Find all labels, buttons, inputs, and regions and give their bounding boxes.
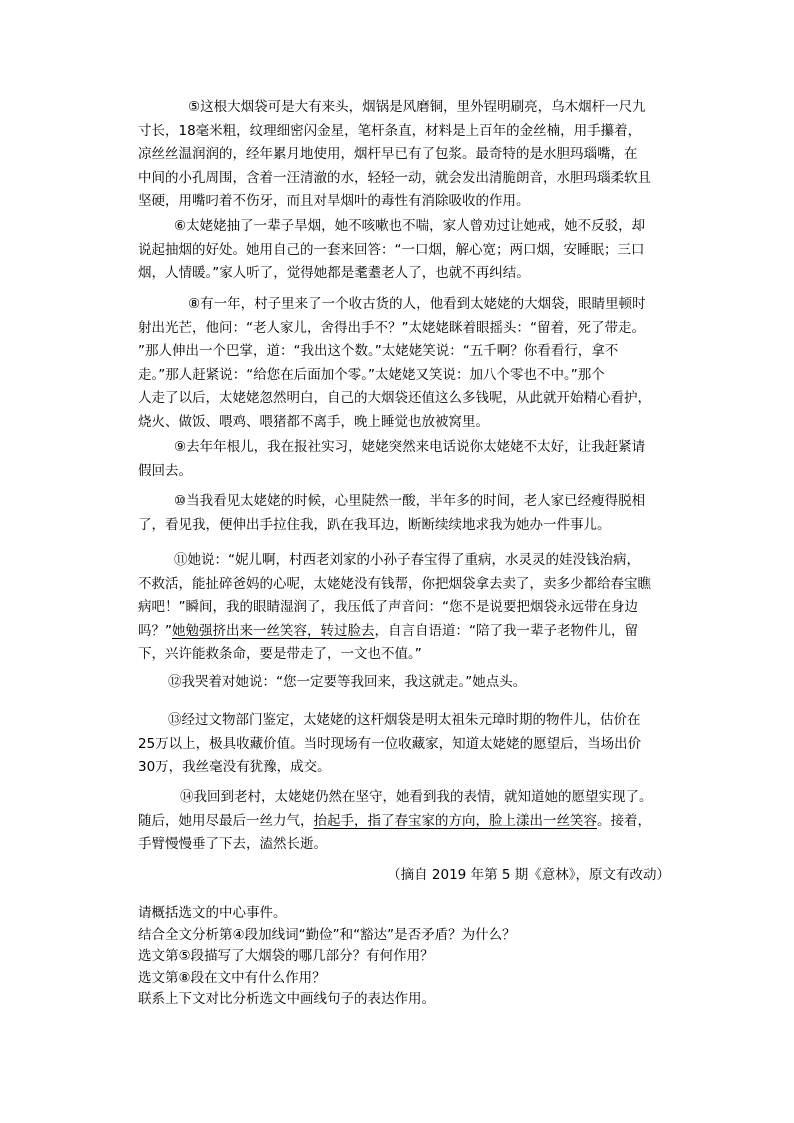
text-line: 人走了以后，太姥姥忽然明白，自己的大烟袋还值这么多钱呢，从此就开始精心看护， bbox=[138, 390, 651, 406]
text-line: 烧火、做饭、喂鸡、喂猪都不离手，晚上睡觉也放被窝里。 bbox=[138, 413, 489, 430]
text-line: ⑧有一年，村子里来了一个收古货的人，他看到太姥姥的大烟袋，眼睛里顿时 bbox=[188, 296, 646, 312]
question-item: 请概括选文的中心事件。 bbox=[138, 905, 287, 921]
paragraph-14 bbox=[138, 786, 666, 857]
text-line bbox=[138, 620, 666, 644]
text-segment: 。接着， bbox=[597, 812, 651, 829]
text-line: 不救活，能扯碎爸妈的心呢，太姥姥没有钱帮，你把烟袋拿去卖了，卖多少都给春宝瞧 bbox=[138, 575, 651, 592]
paragraph-6 bbox=[138, 215, 666, 286]
text-line: 病吧！”瞬间，我的眼睛湿润了，我压低了声音问：“您不是说要把烟袋永远带在身边 bbox=[138, 599, 638, 615]
text-line: ⑥太姥姥抽了一辈子旱烟，她不咳嗽也不喘，家人曾劝过让她戒，她不反驳，却 bbox=[174, 218, 646, 234]
text-line: 坚硬，用嘴叼着不伤牙，而且对旱烟叶的毒性有消除吸收的作用。 bbox=[138, 193, 530, 209]
text-line: 寸长，18毫米粗，纹理细密闪金星，笔杆条直，材料是上百年的金丝楠，用手攥着， bbox=[138, 122, 642, 139]
text-line: 走。”那人赶紧说：“给您在后面加个零。”太姥姥又笑说：加八个零也不中。”那个 bbox=[138, 366, 605, 383]
underlined-sentence: 她勉强挤出来一丝笑容，转过脸去 bbox=[172, 622, 375, 639]
question-item: 结合全文分析第④段加线词“勤俭”和“豁达”是否矛盾？为什么？ bbox=[138, 926, 516, 943]
paragraph-10 bbox=[138, 490, 666, 537]
text-line: ⑨去年年根儿，我在报社实习，姥姥突然来电话说你太姥姥不太好，让我赶紧请 bbox=[174, 439, 646, 455]
text-segment: 吗？” bbox=[138, 622, 172, 639]
text-line: 下，兴许能救条命，要是带走了，一文也不值。” bbox=[138, 646, 422, 662]
text-line: 30万，我丝毫没有犹豫，成交。 bbox=[138, 759, 331, 775]
text-segment: ，自言自语道：“陪了我一辈子老物件儿，留 bbox=[374, 622, 638, 639]
text-line: ”那人伸出一个巴掌，道：“我出这个数。”太姥姥笑说：“五千啊？你看看行，拿不 bbox=[138, 343, 619, 359]
text-line: 了，看见我，便伸出手拉住我，趴在我耳边，断断续续地求我为她办一件事儿。 bbox=[138, 516, 611, 533]
text-line: 25万以上，极具收藏价值。当时现场有一位收藏家，知道太姥姥的愿望后，当场出价 bbox=[138, 735, 642, 752]
text-line: ⑪她说：“妮儿啊，村西老刘家的小孙子春宝得了重病，水灵灵的娃没钱治病， bbox=[174, 552, 640, 568]
paragraph-12 bbox=[138, 671, 666, 695]
text-line: 凉丝丝温润润的，经年累月地使用，烟杆早已有了包浆。最奇特的是水胆玛瑙嘴，在 bbox=[138, 146, 638, 162]
paragraph-11 bbox=[138, 549, 666, 667]
text-line: 说起抽烟的好处。她用自己的一套来回答：“一口烟，解心宽；两口烟，安睡眠；三口 bbox=[138, 241, 645, 258]
text-line: 中间的小孔周围，含着一汪清澈的水，轻轻一动，就会发出清脆朗音，水胆玛瑙柔软且 bbox=[138, 169, 651, 186]
text-line: 射出光芒，他问：“老人家儿，舍得出手不？”太姥姥眯着眼摇头：“留着，死了带走。 bbox=[138, 319, 645, 336]
paragraph-5 bbox=[138, 96, 666, 214]
question-item: 选文第⑤段描写了大烟袋的哪几部分？有何作用？ bbox=[138, 948, 434, 964]
text-line: 烟，人情暖。”家人听了，觉得她都是耄耋老人了，也就不再纠结。 bbox=[138, 265, 530, 281]
paragraph-8 bbox=[138, 293, 666, 434]
question-item: 选文第⑧段在文中有什么作用？ bbox=[138, 969, 326, 986]
text-line: ⑫我哭着对她说：“您一定要等我回来，我这就走。”她点头。 bbox=[168, 674, 527, 690]
text-line: 手臂慢慢垂了下去，溘然长逝。 bbox=[138, 836, 327, 852]
question-list bbox=[138, 903, 698, 1011]
text-line: ⑬经过文物部门鉴定，太姥姥的这杆烟袋是明太祖朱元璋时期的物件儿，估价在 bbox=[168, 712, 641, 728]
paragraph-13 bbox=[138, 709, 666, 780]
text-segment: 随后，她用尽最后一丝力气， bbox=[138, 812, 314, 829]
text-line: 假回去。 bbox=[138, 462, 192, 479]
text-line: ⑩当我看见太姥姥的时候，心里陡然一酸，半年多的时间，老人家已经瘦得脱相 bbox=[174, 493, 646, 509]
underlined-sentence: 抬起手，指了春宝家的方向，脸上漾出一丝笑容 bbox=[313, 812, 597, 829]
source-citation: （摘自 2019 年第 5 期《意林》，原文有改动） bbox=[387, 867, 670, 883]
question-item: 联系上下文对比分析选文中画线句子的表达作用。 bbox=[138, 991, 435, 1007]
text-line bbox=[138, 810, 666, 834]
text-line: ⑤这根大烟袋可是大有来头，烟锅是风磨铜，里外锃明刷亮，乌木烟杆一尺九 bbox=[188, 99, 646, 115]
text-line: ⑭我回到老村，太姥姥仍然在坚守，她看到我的表情，就知道她的愿望实现了。 bbox=[180, 789, 653, 805]
paragraph-9 bbox=[138, 436, 666, 483]
